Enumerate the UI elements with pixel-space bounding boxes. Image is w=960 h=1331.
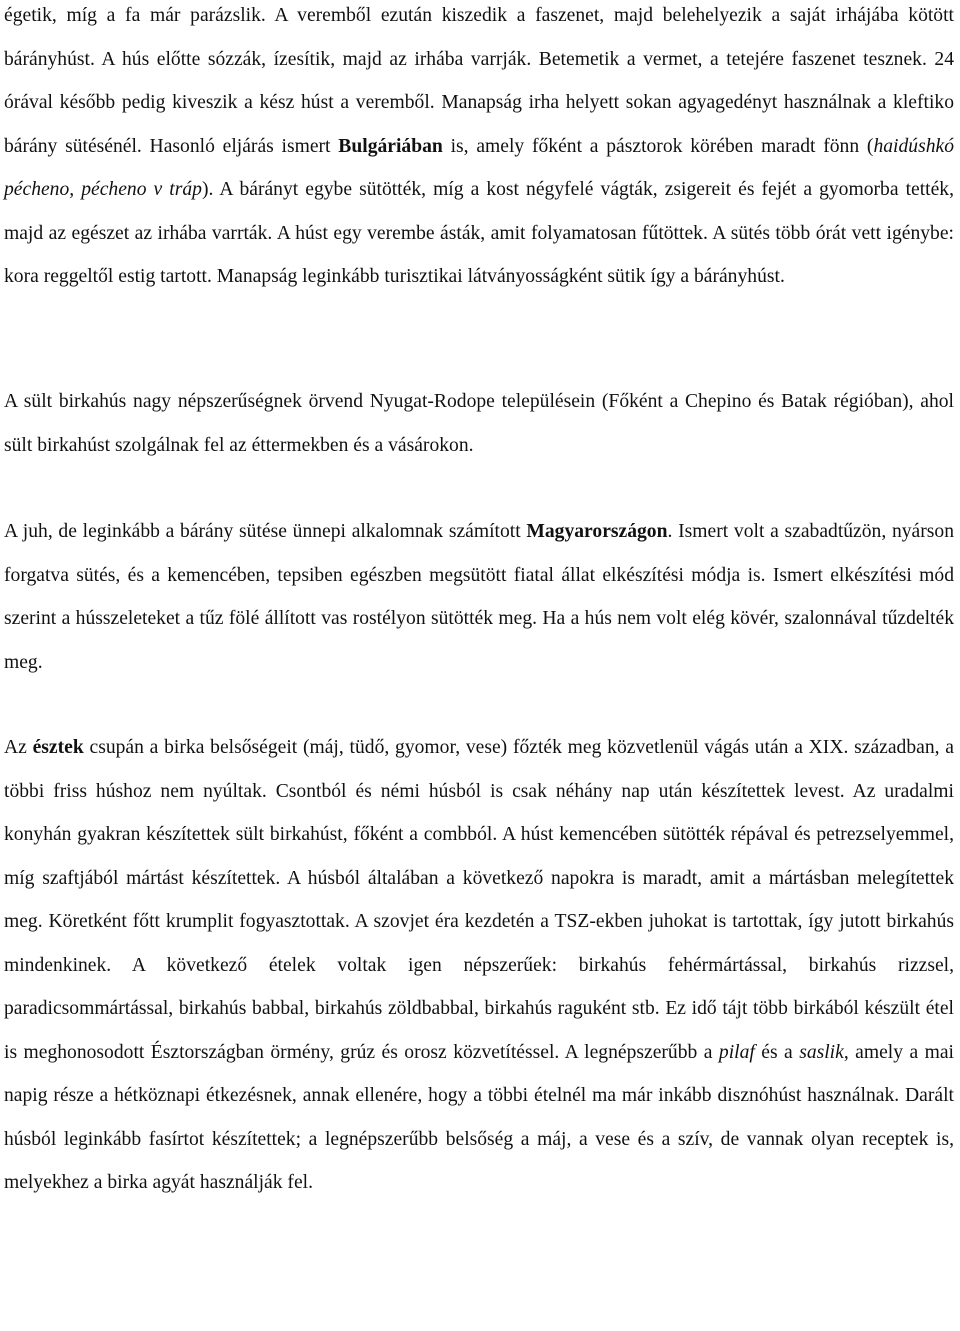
- text-run: ). A bárányt egybe sütötték, míg a kost négyfelé vágták, zsigereit és fejét a gyomorba tették, majd az egészet az irhába varrták. A húst egy verembe ásták, amit folyamatosan fűtöttek. A sütés több órát vett igénybe: kora reggeltől estig tartott. Manapság leginkább turisztikai látványosságként sütik így a bárányhúst.: [4, 179, 954, 287]
- text-run: A sült birkahús nagy népszerűségnek örvend Nyugat-Rodope településein (Főként a Chepino és Batak régióban), ahol sült birkahúst szolgálnak fel az éttermekben és a vásárokon.: [4, 391, 954, 456]
- bold-term-bulgaria: Bulgáriában: [338, 135, 443, 157]
- bold-term-estonians: észtek: [32, 737, 84, 758]
- paragraph-bulgaria-cooking: [4, 0, 954, 299]
- italic-dish-name: haidúshkó pécheno, pécheno v tráp: [4, 135, 954, 200]
- italic-dish-pilaf: pilaf: [718, 1041, 755, 1063]
- text-run: is, amely főként a pásztorok körében maradt fönn (: [442, 135, 874, 157]
- paragraph-estonians: [4, 726, 954, 1205]
- text-run: csupán a birka belsőségeit (máj, tüdő, gyomor, vese) főzték meg közvetlenül vágás után a XIX. században, a többi friss húshoz nem nyúltak. Csontból és némi húsból is csak néhány nap után készítettek levest. Az uradalmi konyhán gyakran készítettek sült birkahúst, főként a combból. A húst kemencében sütötték répával és petrezselyemmel, míg szaftjából mártást készítettek. A húsból általában a következő napokra is maradt, amit a mártásban melegítettek meg. Köretként főtt krumplit fogyasztottak. A szovjet éra kezdetén a TSZ-ekben juhokat is tartottak, így jutott birkahús mindenkinek. A következő ételek voltak igen népszerűek: birkahús fehérmártással, birkahús rizzsel, paradicsommártással, birkahús babbal, birkahús zöldbabbal, birkahús raguként stb. Ez idő tájt több birkából készült étel is meghonosodott Észtországban örmény, grúz és orosz közvetítéssel. A legnépszerűbb a: [4, 737, 954, 1063]
- italic-dish-saslik: saslik: [799, 1041, 844, 1063]
- text-run: . Ismert volt a szabadtűzön, nyárson forgatva sütés, és a kemencében, tepsiben egészben megsütött fiatal állat elkészítési módja is. Ismert elkészítési mód szerint a hússzeleteket a tűz fölé állított vas rostélyon sütötték meg. Ha a hús nem volt elég kövér, szalonnával tűzdelték meg.: [4, 521, 954, 673]
- text-run: égetik, míg a fa már parázslik. A veremből ezután kiszedik a faszenet, majd belehelyezik a saját irhájába kötött bárányhúst. A hús előtte sózzák, ízesítik, majd az irhába varrják. Betemetik a vermet, a tetejére faszenet tesznek. 24 órával később pedig kiveszik a kész húst a veremből. Manapság irha helyett sokan agyagedényt használnak a kleftiko bárány sütésénél. Hasonló eljárás ismert: [4, 5, 954, 157]
- paragraph-rodope: [4, 380, 954, 467]
- text-run: Az: [4, 737, 33, 758]
- bold-term-hungary: Magyarországon: [526, 521, 668, 542]
- paragraph-hungary: [4, 510, 954, 684]
- text-run: és a: [754, 1041, 800, 1063]
- text-run: A juh, de leginkább a bárány sütése ünnepi alkalomnak számított: [4, 521, 527, 542]
- text-run: , amely a mai napig része a hétköznapi étkezésnek, annak ellenére, hogy a többi ételnél ma már inkább disznóhúst használnak. Darált húsból leginkább fasírtot készítettek; a legnépszerűbb belsőség a máj, a vese és a szív, de vannak olyan receptek is, melyekhez a birka agyát használják fel.: [4, 1041, 954, 1193]
